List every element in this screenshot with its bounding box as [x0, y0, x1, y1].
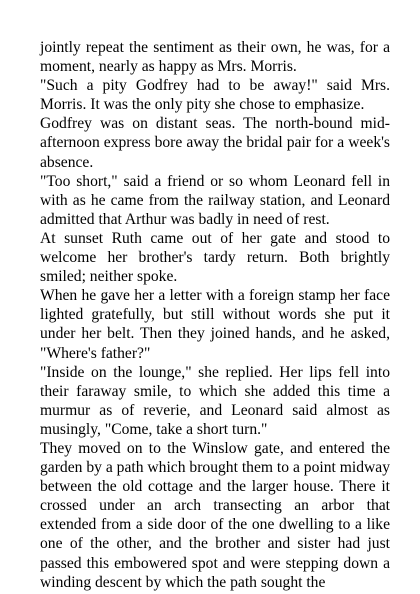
- paragraph-8: They moved on to the Winslow gate, and entered the garden by a path which brought them to a point midway between the old cottage and the larger house. There it crossed under an arch transecting an arbor that extended from a side door of the one dwelling to a like one of the other, and the brother and sister had just passed this embowered spot and were stepping down a winding descent by which the path sought the: [40, 439, 390, 591]
- paragraph-1: jointly repeat the sentiment as their own, he was, for a moment, nearly as happy as Mrs. Morris.: [40, 39, 390, 76]
- paragraph-4: "Too short," said a friend or so whom Leonard fell in with as he came from the railway station, and Leonard admitted that Arthur was badly in need of rest.: [40, 172, 390, 228]
- paragraph-2: "Such a pity Godfrey had to be away!" said Mrs. Morris. It was the only pity she chose to emphasize.: [40, 77, 390, 114]
- paragraph-7: "Inside on the lounge," she replied. Her lips fell into their faraway smile, to which she added this time a murmur as of reverie, and Leonard said almost as musingly, "Come, take a short turn.": [40, 363, 390, 438]
- paragraph-6: When he gave her a letter with a foreign stamp her face lighted gratefully, but still without words she put it under her belt. Then they joined hands, and he asked, "Where's father?": [40, 287, 390, 362]
- paragraph-3: Godfrey was on distant seas. The north-bound mid-afternoon express bore away the bridal pair for a week's absence.: [40, 115, 390, 171]
- page-text: [40, 38, 390, 592]
- paragraph-5: At sunset Ruth came out of her gate and stood to welcome her brother's tardy return. Both brightly smiled; neither spoke.: [40, 229, 390, 286]
